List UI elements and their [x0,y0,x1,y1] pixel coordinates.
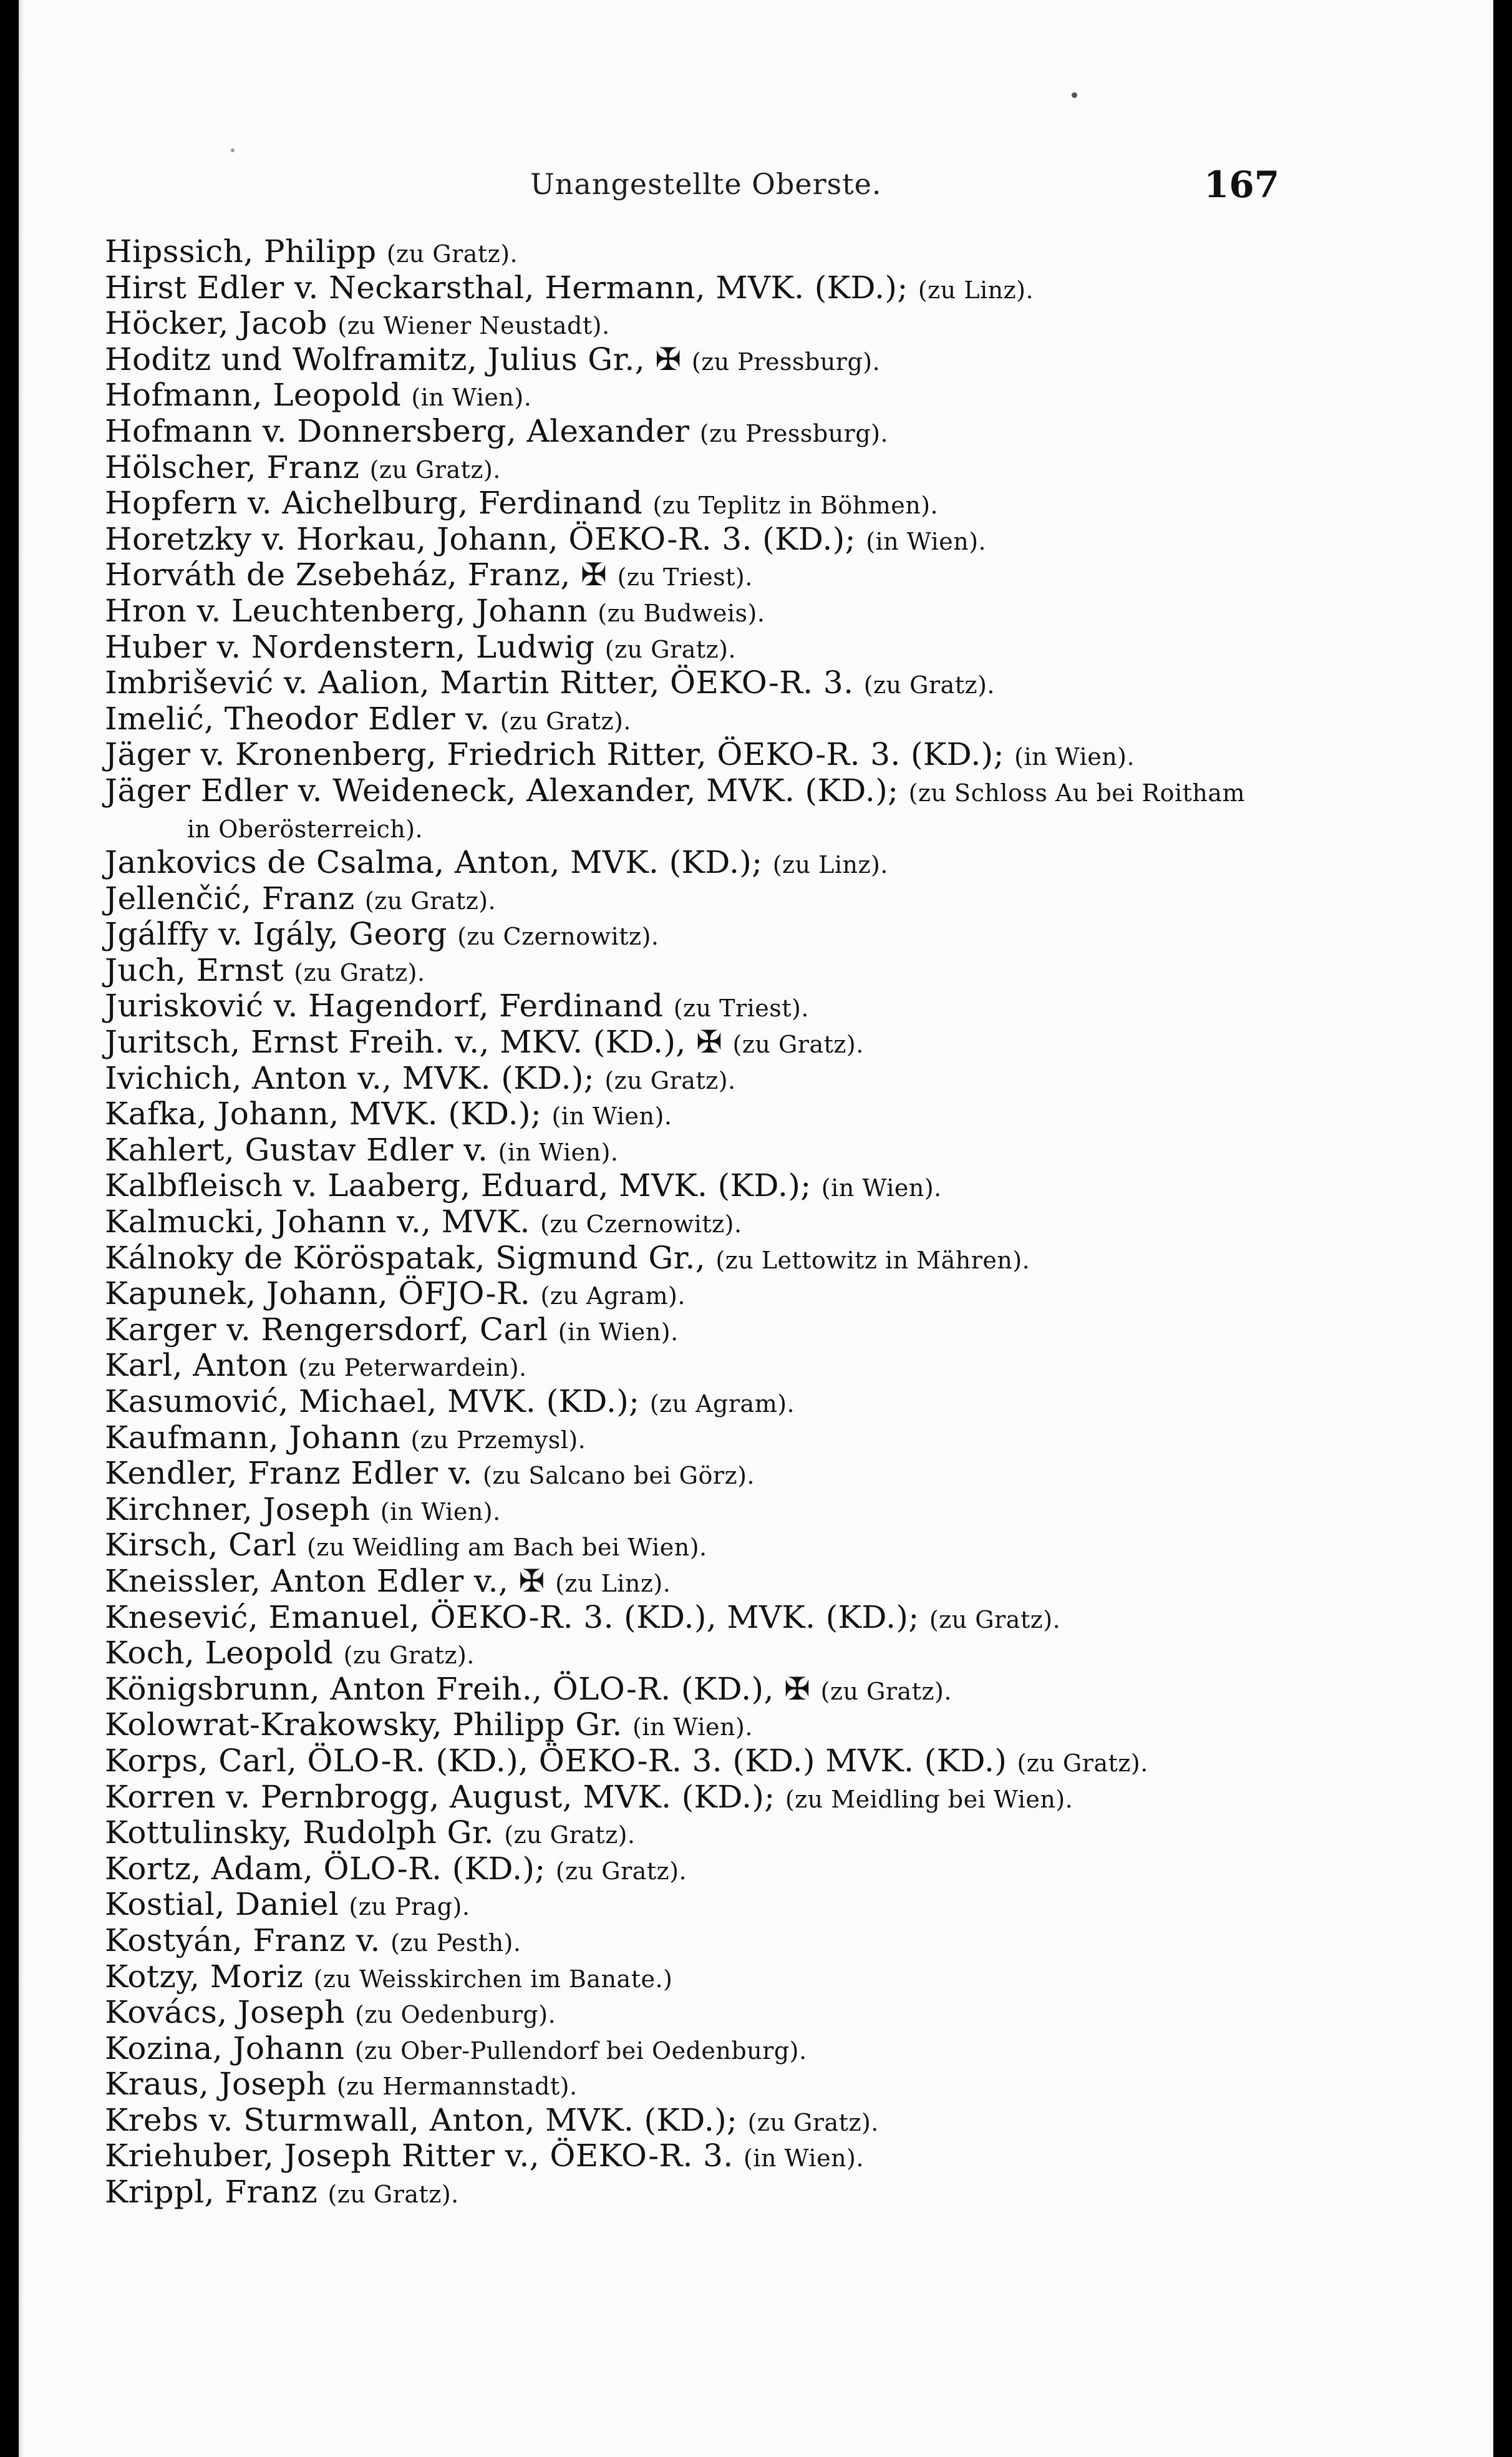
entry-location: (in Wien). [1014,743,1135,771]
list-entry [105,917,1465,953]
entry-name: Hirst Edler v. Neckarsthal, Hermann, MVK. (KD.); [105,269,908,306]
entry-location: (in Wien). [551,1102,672,1131]
entry-name: Jäger Edler v. Weideneck, Alexander, MVK. (KD.); [105,772,899,809]
list-entry [105,953,1465,989]
entry-name: Karl, Anton [105,1347,288,1384]
entry-location: (zu Czernowitz). [457,923,659,951]
list-entry-continuation [105,809,1465,845]
list-entry [105,701,1465,737]
list-entry [105,593,1465,630]
entry-name: Imbrišević v. Aalion, Martin Ritter, ÖEKO-R. 3. [105,664,854,701]
entry-name: Kostyán, Franz v. [105,1922,380,1958]
list-entry [105,450,1465,486]
entry-name: Juch, Ernst [105,951,284,988]
entry-location: (zu Linz). [918,276,1034,304]
entry-name: Hron v. Leuchtenberg, Johann [105,592,588,629]
list-entry [105,1024,1465,1061]
list-entry [105,1671,1465,1708]
entry-location: (in Wien). [744,2144,864,2172]
entry-name: Kaufmann, Johann [105,1419,401,1456]
entry-location: (zu Pesth). [390,1929,521,1957]
entry-name: Kovács, Joseph [105,1994,345,2031]
entry-name: Kirsch, Carl [105,1527,297,1564]
entry-location: (in Wien). [498,1138,619,1166]
entry-name: Kapunek, Johann, ÖFJO-R. [105,1275,531,1312]
entry-location: (zu Przemysl). [410,1426,586,1454]
list-entry [105,1635,1465,1671]
list-entry [105,377,1465,414]
entry-location: (zu Budweis). [598,599,765,627]
entry-name: Karger v. Rengersdorf, Carl [105,1311,548,1348]
list-entry [105,522,1465,558]
entry-name: Korren v. Pernbrogg, August, MVK. (KD.); [105,1778,775,1815]
entry-name: Kraus, Joseph [105,2066,327,2103]
entry-location: (zu Czernowitz). [540,1210,742,1238]
entry-location: (zu Teplitz in Böhmen). [652,492,939,520]
entry-location: (zu Pressburg). [691,348,881,376]
entry-location: (in Wien). [411,384,532,412]
entry-location: (zu Gratz). [364,887,497,915]
list-entry [105,1456,1465,1492]
list-entry [105,630,1465,666]
list-entry [105,1779,1465,1816]
entry-name: Jäger v. Kronenberg, Friedrich Ritter, ÖEKO-R. 3. (KD.); [105,736,1004,773]
list-entry [105,1887,1465,1923]
entry-location: (in Wien). [866,527,987,555]
list-entry [105,1527,1465,1564]
entry-location: (zu Salcano bei Görz). [483,1462,755,1490]
entry-name: Kotzy, Moriz [105,1958,304,1995]
list-entry [105,557,1465,593]
book-page [19,0,1493,2457]
entry-name: Jurisković v. Hagendorf, Ferdinand [105,988,664,1024]
entry-name: Hofmann, Leopold [105,377,402,414]
list-entry [105,1168,1465,1204]
list-entry [105,234,1465,270]
list-entry [105,1348,1465,1384]
list-entry [105,881,1465,917]
list-entry [105,1707,1465,1743]
entry-name: Hofmann v. Donnersberg, Alexander [105,412,690,449]
entry-name: Kozina, Johann [105,2030,345,2066]
entry-name: Ivichich, Anton v., MVK. (KD.); [105,1059,595,1096]
entry-location: (zu Gratz). [604,1066,736,1094]
list-entry [105,1923,1465,1959]
list-entry [105,773,1465,809]
entry-location: (zu Wiener Neustadt). [337,312,610,340]
list-entry [105,1204,1465,1240]
entry-name: Knesević, Emanuel, ÖEKO-R. 3. (KD.), MVK. (KD.); [105,1598,919,1635]
list-entry [105,1600,1465,1636]
list-entry [105,2103,1465,2139]
entry-name: Kasumović, Michael, MVK. (KD.); [105,1383,640,1419]
entry-location: in Oberösterreich). [187,815,424,843]
page-number: 167 [1204,163,1280,206]
entry-name: Krippl, Franz [105,2174,318,2211]
list-entry [105,988,1465,1024]
entry-name: Korps, Carl, ÖLO-R. (KD.), ÖEKO-R. 3. (KD.) MVK. (KD.) [105,1742,1007,1779]
entry-name: Krebs v. Sturmwall, Anton, MVK. (KD.); [105,2101,738,2138]
entry-name: Imelić, Theodor Edler v. [105,700,490,737]
entry-location: (zu Weisskirchen im Banate.) [313,1965,673,1993]
list-entry [105,1743,1465,1779]
list-entry [105,1851,1465,1887]
running-title: Unangestellte Oberste. [530,167,882,201]
list-entry [105,845,1465,881]
list-entry [105,342,1465,378]
entry-name: Höcker, Jacob [105,305,327,342]
entry-location: (zu Gratz). [929,1605,1061,1633]
entry-name: Hopfern v. Aichelburg, Ferdinand [105,485,643,522]
entry-name: Kneissler, Anton Edler v., ✠ [105,1562,545,1599]
entry-name: Hipssich, Philipp [105,233,377,270]
entry-location: (zu Schloss Au bei Roitham [908,779,1246,807]
entry-name: Kafka, Johann, MVK. (KD.); [105,1096,542,1132]
entry-name: Kortz, Adam, ÖLO-R. (KD.); [105,1850,546,1887]
entry-location: (in Wien). [380,1497,501,1525]
entry-location: (zu Agram). [649,1390,795,1418]
entry-location: (zu Gratz). [500,707,631,735]
list-entry [105,1384,1465,1420]
list-entry [105,665,1465,701]
list-entry [105,1276,1465,1312]
entry-location: (zu Weidling am Bach bei Wien). [306,1534,707,1562]
list-entry [105,737,1465,773]
list-entry [105,1240,1465,1277]
entry-location: (zu Gratz). [820,1677,952,1705]
entry-name: Kottulinsky, Rudolph Gr. [105,1814,494,1851]
entry-name: Hölscher, Franz [105,449,360,485]
entry-location: (zu Prag). [349,1893,470,1921]
entry-name: Kalmucki, Johann v., MVK. [105,1204,530,1240]
list-entry [105,485,1465,522]
entry-location: (zu Gratz). [1017,1749,1148,1777]
entry-name: Kálnoky de Köröspatak, Sigmund Gr., [105,1239,706,1276]
entry-location: (in Wien). [821,1174,942,1202]
list-entry [105,1492,1465,1528]
entry-location: (zu Gratz). [327,2181,459,2209]
list-entry [105,1061,1465,1097]
entry-location: (zu Gratz). [604,635,737,663]
entry-name: Königsbrunn, Anton Freih., ÖLO-R. (KD.), ✠ [105,1670,811,1707]
entry-location: (zu Peterwardein). [298,1354,527,1382]
officer-list [105,234,1465,2211]
list-entry [105,1132,1465,1169]
entry-location: (zu Gratz). [863,671,995,699]
entry-location: (in Wien). [632,1713,753,1741]
entry-location: (zu Gratz). [747,2108,879,2136]
entry-name: Juritsch, Ernst Freih. v., MKV. (KD.), ✠ [105,1024,723,1061]
entry-location: (zu Linz). [555,1569,671,1597]
entry-location: (zu Triest). [617,563,753,591]
list-entry [105,2174,1465,2211]
page-header [19,163,1493,207]
entry-name: Jgálffy v. Igály, Georg [105,916,447,953]
list-entry [105,270,1465,306]
entry-name: Kalbfleisch v. Laaberg, Eduard, MVK. (KD.); [105,1167,812,1204]
list-entry [105,1959,1465,1995]
entry-location: (zu Gratz). [294,958,425,986]
entry-location: (zu Gratz). [732,1031,864,1059]
entry-name: Huber v. Nordenstern, Ludwig [105,628,595,665]
entry-name: Koch, Leopold [105,1635,334,1671]
entry-location: (zu Gratz). [504,1821,636,1849]
entry-name: Kendler, Franz Edler v. [105,1455,473,1492]
entry-location: (zu Gratz). [386,240,518,268]
entry-location: (zu Linz). [772,851,888,879]
ink-speck [231,148,235,152]
list-entry [105,414,1465,450]
list-entry [105,1815,1465,1851]
entry-name: Horetzky v. Horkau, Johann, ÖEKO-R. 3. (KD.); [105,520,856,557]
entry-location: (zu Gratz). [343,1642,475,1670]
entry-location: (zu Gratz). [369,455,501,484]
list-entry [105,2138,1465,2174]
entry-name: Horváth de Zsebeház, Franz, ✠ [105,557,608,593]
list-entry [105,1096,1465,1132]
entry-name: Kirchner, Joseph [105,1491,371,1527]
list-entry [105,1564,1465,1600]
entry-location: (zu Triest). [673,995,809,1023]
list-entry [105,2031,1465,2067]
entry-location: (zu Meidling bei Wien). [785,1785,1073,1813]
entry-location: (zu Gratz). [555,1857,687,1885]
entry-name: Kostial, Daniel [105,1886,339,1923]
list-entry [105,2066,1465,2103]
entry-name: Jankovics de Csalma, Anton, MVK. (KD.); [105,844,763,881]
ink-speck [1072,92,1077,98]
entry-name: Kolowrat-Krakowsky, Philipp Gr. [105,1706,623,1743]
entry-location: (in Wien). [558,1318,679,1346]
entry-name: Jellenčić, Franz [105,880,355,917]
list-entry [105,1995,1465,2031]
entry-location: (zu Pressburg). [699,419,889,447]
entry-location: (zu Agram). [540,1282,686,1310]
list-entry [105,1420,1465,1456]
entry-name: Kriehuber, Joseph Ritter v., ÖEKO-R. 3. [105,2138,734,2174]
list-entry [105,306,1465,342]
entry-location: (zu Hermannstadt). [336,2073,578,2101]
entry-name: Kahlert, Gustav Edler v. [105,1131,488,1168]
entry-location: (zu Oedenburg). [355,2001,556,2029]
list-entry [105,1312,1465,1348]
entry-name: Hoditz und Wolframitz, Julius Gr., ✠ [105,341,682,377]
entry-location: (zu Lettowitz in Mähren). [715,1246,1030,1274]
entry-location: (zu Ober-Pullendorf bei Oedenburg). [354,2036,807,2065]
